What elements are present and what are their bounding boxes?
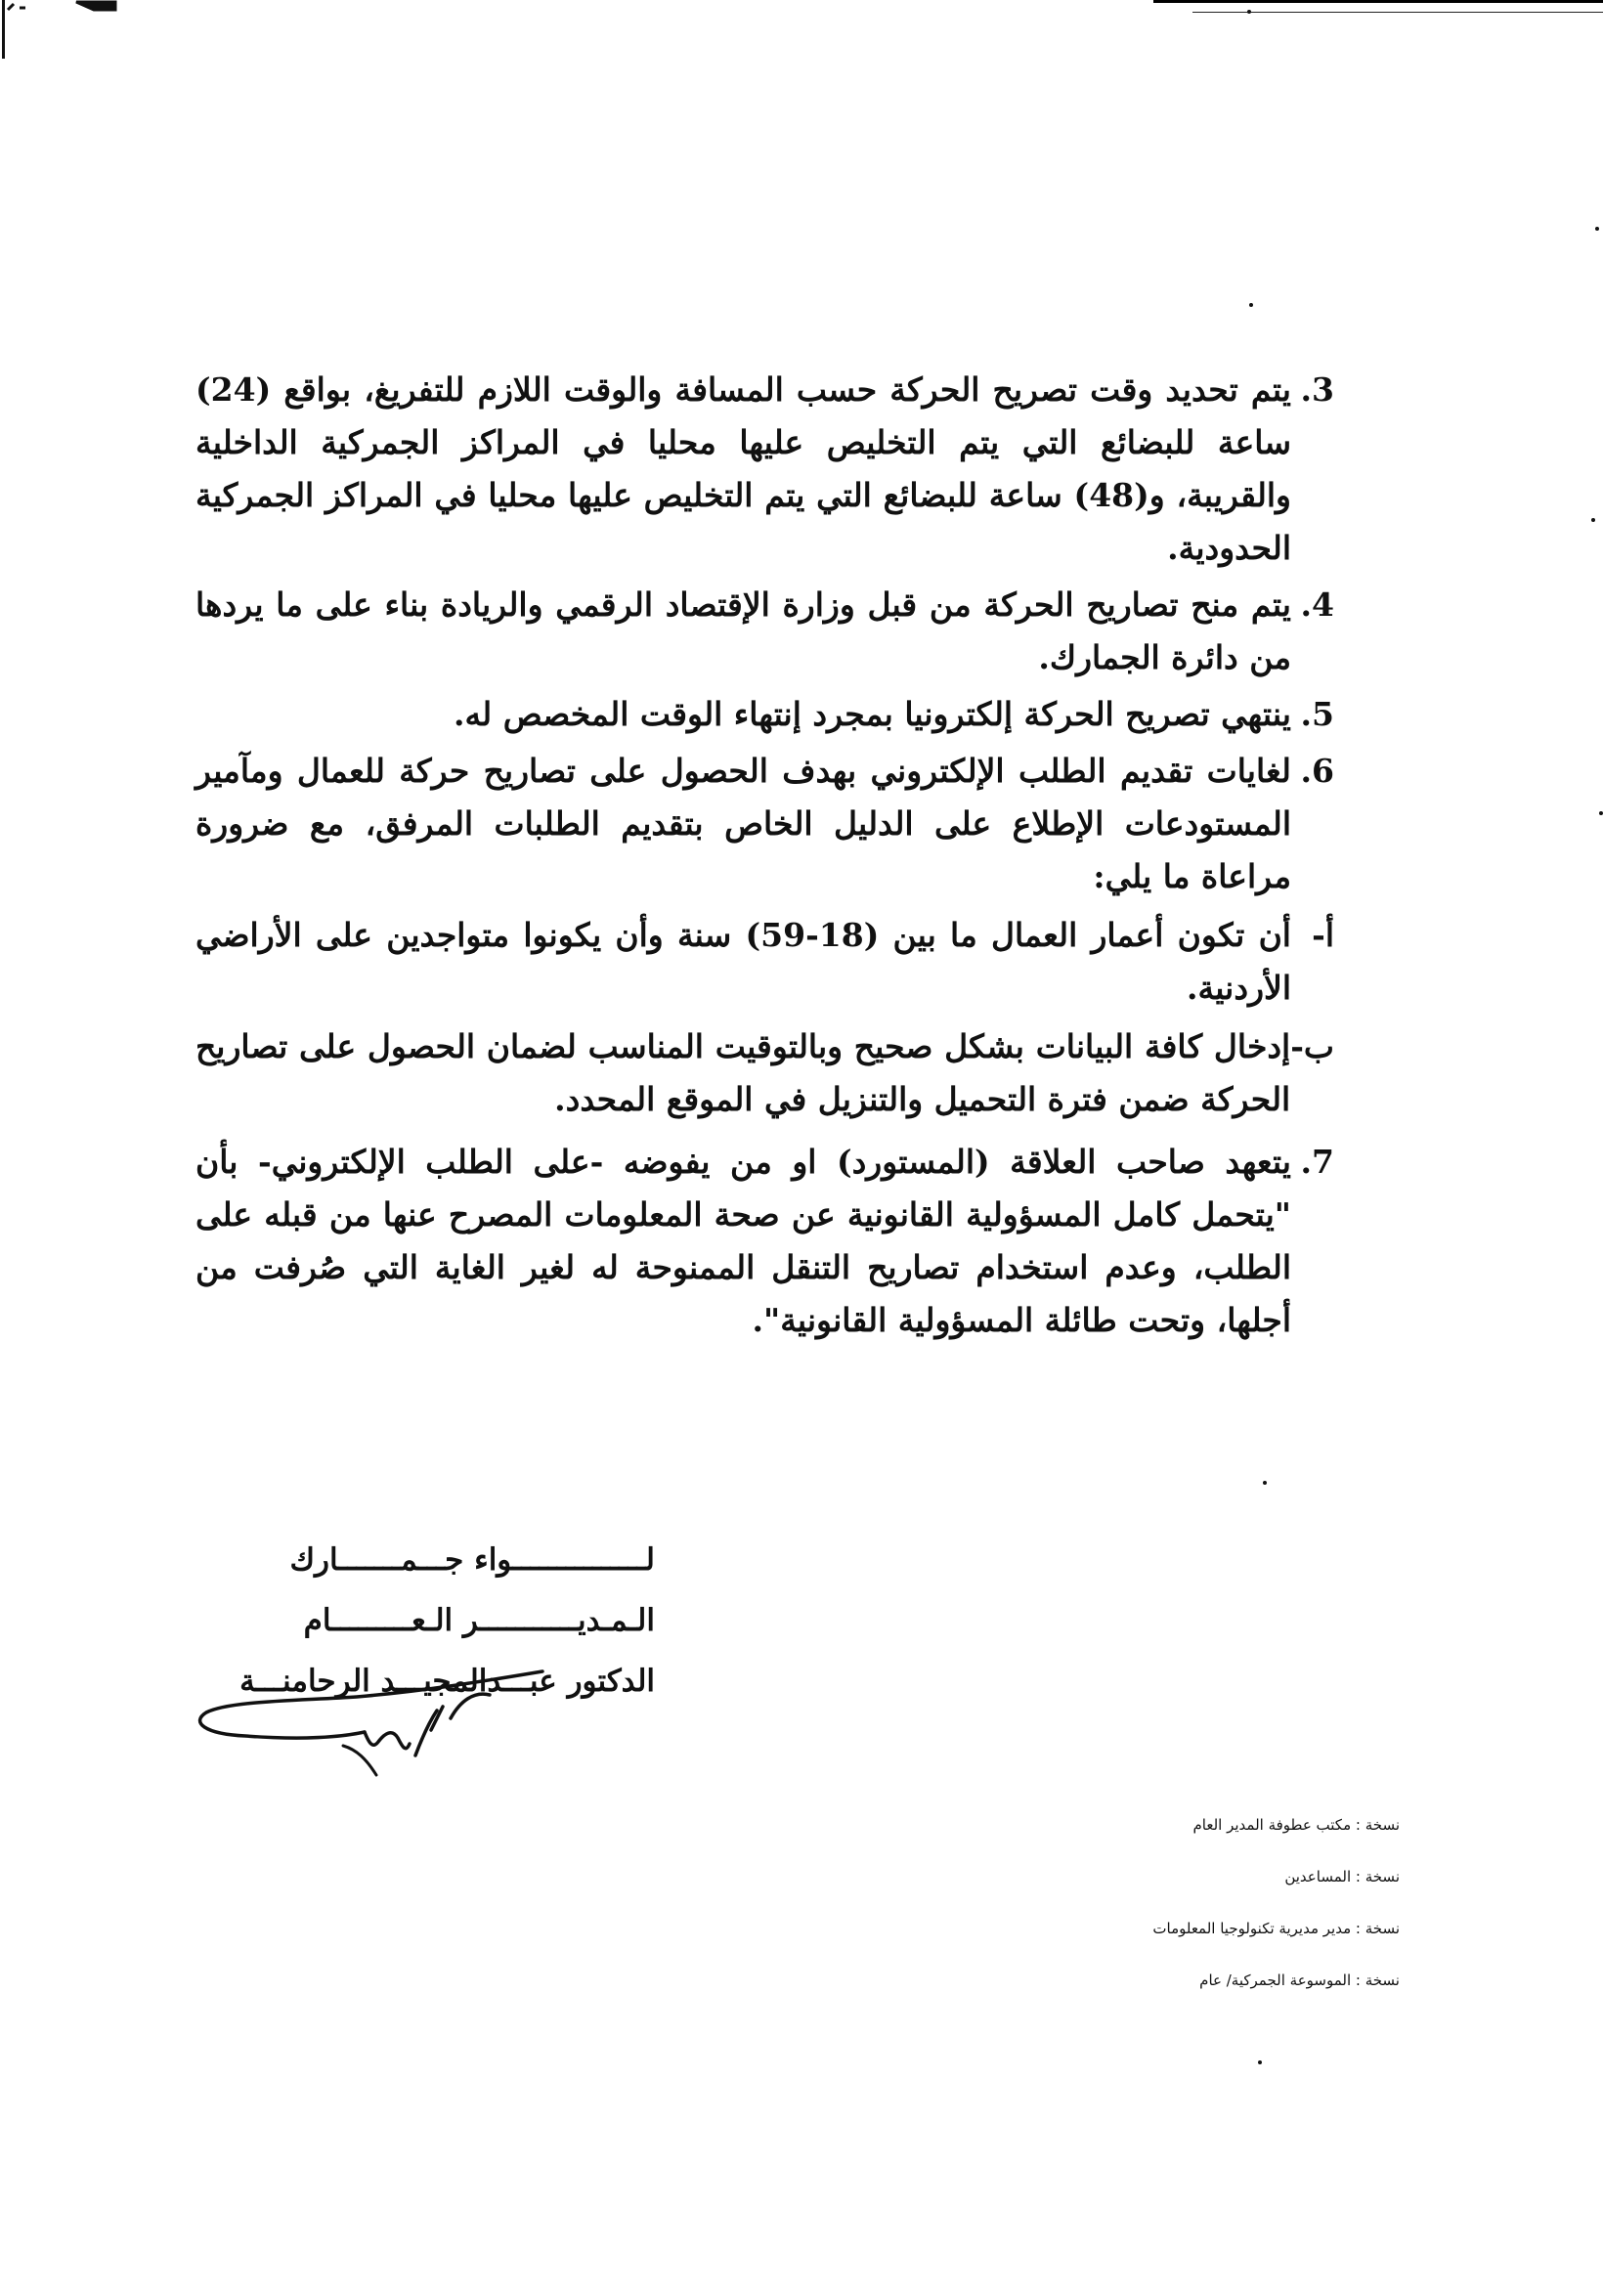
scan-artifact-mark [0,0,127,39]
document-body [195,364,1334,1351]
scan-dot [1263,1481,1267,1485]
scan-dot [1591,518,1595,522]
list-item [195,364,1334,575]
sub-item-letter: أ- [1312,916,1334,954]
copy-recipient: نسخة : مكتب عطوفة المدير العام [1192,1816,1400,1834]
list-item [195,1136,1334,1347]
sub-item-letter: ب- [1290,1027,1334,1065]
item-text: لغايات تقديم الطلب الإلكتروني بهدف الحصول على تصاريح حركة للعمال ومآمير المستودعات الإطلاع على الدليل الخاص بتقديم الطلبات المرفق، مع ضرورة مراعاة ما يلي: [195,752,1291,895]
copy-recipient: نسخة : مدير مديرية تكنولوجيا المعلومات [1152,1920,1400,1937]
list-item [195,745,1334,903]
top-border-line-thin [1192,12,1603,13]
scan-dot [1249,303,1253,307]
handwritten-signature [191,1662,552,1808]
top-border-line [1153,0,1603,3]
list-item [195,579,1334,684]
scan-dot [1258,2060,1262,2064]
signatory-position: الـمـديـــــــــــر الـعـــــــــام [303,1603,655,1638]
scan-dot [1247,10,1251,14]
item-number: 7. [1300,1143,1334,1181]
item-text: يتم تحديد وقت تصريح الحركة حسب المسافة والوقت اللازم للتفريغ، بواقع (24) ساعة للبضائع التي يتم التخليص عليها محليا في المراكز الجمركية الداخلية والقريبة، و(48) ساعة للبضائع التي يتم التخليص عليها محليا في المراكز الجمركية الحدودية. [195,370,1291,567]
item-text: ينتهي تصريح الحركة إلكترونيا بمجرد إنتهاء الوقت المخصص له. [453,695,1291,733]
sub-item [195,1020,1334,1126]
signatory-rank: لـــــــــــــــواء جـــمـــــــارك [289,1542,655,1578]
copies-list [977,1816,1400,2023]
sub-item-text: أن تكون أعمار العمال ما بين (18-59) سنة وأن يكونوا متواجدين على الأراضي الأردنية. [195,916,1291,1007]
copy-recipient: نسخة : المساعدين [1284,1868,1400,1885]
item-text: يتم منح تصاريح الحركة من قبل وزارة الإقتصاد الرقمي والريادة بناء على ما يردها من دائرة الجمارك. [195,585,1291,676]
scan-dot [1595,227,1599,231]
item-number: 4. [1300,585,1334,624]
sub-item [195,909,1334,1015]
item-number: 3. [1300,370,1334,409]
scan-dot [1599,811,1603,815]
list-item [195,688,1334,741]
copy-recipient: نسخة : الموسوعة الجمركية/ عام [1199,1971,1400,1989]
item-text: يتعهد صاحب العلاقة (المستورد) او من يفوضه -على الطلب الإلكتروني- بأن "يتحمل كامل المسؤولية القانونية عن صحة المعلومات المصرح عنها من قبله على الطلب، وعدم استخدام تصاريح التنقل الممنوحة له لغير الغاية التي صُرفت من أجلها، وتحت طائلة المسؤولية القانونية". [195,1143,1291,1339]
item-number: 6. [1300,752,1334,790]
signatory-name: الدكتور عبـــدالمجيـــد الرحامنـــة [239,1664,655,1699]
left-edge-mark [2,0,5,59]
item-number: 5. [1300,695,1334,733]
sub-item-text: إدخال كافة البيانات بشكل صحيح وبالتوقيت المناسب لضمان الحصول على تصاريح الحركة ضمن فترة التحميل والتنزيل في الموقع المحدد. [195,1027,1291,1118]
